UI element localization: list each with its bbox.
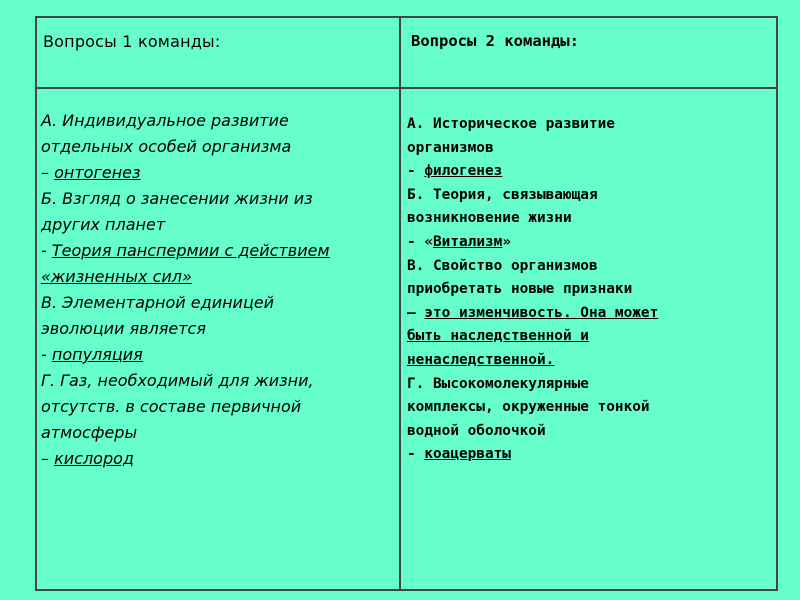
answer-kislorod: кислород xyxy=(54,449,134,468)
team2-q-v-line2: приобретать новые признаки xyxy=(407,281,633,298)
team2-v-answer-line2: быть наследственной и xyxy=(407,328,589,345)
team2-b-answer: - «Витализм» xyxy=(407,233,511,250)
questions-table xyxy=(35,16,778,591)
team1-q-a-line2: отдельных особей организма xyxy=(41,137,292,156)
answer-koatservaty: коацерваты xyxy=(424,446,511,463)
team1-q-g-line1: Г. Газ, необходимый для жизни, xyxy=(41,371,314,390)
team1-header: Вопросы 1 команды: xyxy=(37,18,401,89)
team2-q-a-line2: организмов xyxy=(407,139,494,156)
answer-izmenchivost: это изменчивость. Она может xyxy=(424,304,659,321)
team2-questions xyxy=(401,89,778,589)
answer-panspermia: Теория панспермии с действием xyxy=(51,241,330,260)
team1-q-a-line1: А. Индивидуальное развитие xyxy=(41,111,289,130)
team2-g-answer: - коацерваты xyxy=(407,446,511,463)
team1-a-answer: – онтогенез xyxy=(41,163,141,182)
team2-q-g-line1: Г. Высокомолекулярные xyxy=(407,375,589,392)
team2-v-answer-line3: ненаследственной. xyxy=(407,351,555,368)
team1-questions xyxy=(37,89,401,589)
team2-q-b-line1: Б. Теория, связывающая xyxy=(407,186,598,203)
team1-q-v-line2: эволюции является xyxy=(41,319,206,338)
team2-a-answer: - филогенез xyxy=(407,163,503,180)
answer-vitalizm: Витализм xyxy=(433,233,503,250)
team1-v-answer: - популяция xyxy=(41,345,143,364)
team2-v-answer-line1: – это изменчивость. Она может xyxy=(407,304,659,321)
team1-q-g-line3: атмосферы xyxy=(41,423,138,442)
team2-q-g-line2: комплексы, окруженные тонкой xyxy=(407,399,650,416)
team1-b-answer-line1: - Теория панспермии с действием xyxy=(41,241,330,260)
answer-filogenez: филогенез xyxy=(424,163,503,180)
team2-q-v-line1: В. Свойство организмов xyxy=(407,257,598,274)
answer-populyatsiya: популяция xyxy=(51,345,143,364)
team1-g-answer: – кислород xyxy=(41,449,134,468)
team2-header: Вопросы 2 команды: xyxy=(401,18,778,89)
team1-q-v-line1: В. Элементарной единицей xyxy=(41,293,275,312)
team1-q-b-line2: других планет xyxy=(41,215,166,234)
team1-b-answer-line2: «жизненных сил» xyxy=(41,267,192,286)
team2-q-b-line2: возникновение жизни xyxy=(407,210,572,227)
team1-q-g-line2: отсутств. в составе первичной xyxy=(41,397,302,416)
team2-q-g-line3: водной оболочкой xyxy=(407,422,546,439)
team2-q-a-line1: А. Историческое развитие xyxy=(407,116,615,132)
team1-q-b-line1: Б. Взгляд о занесении жизни из xyxy=(41,189,313,208)
answer-ontogenez: онтогенез xyxy=(54,163,141,182)
